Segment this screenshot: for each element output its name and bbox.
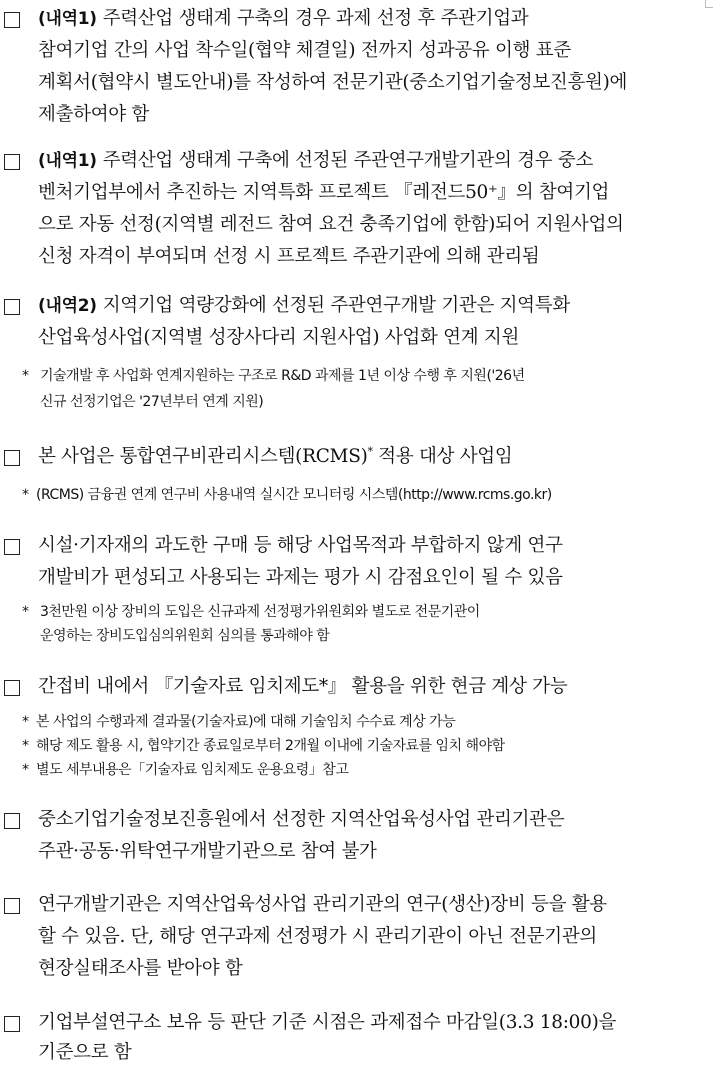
item-note: 기술개발 후 사업화 연계지원하는 구조로 R&D 과제를 1년 이상 수행 후 지원('26년 [40,368,525,384]
item-text-line: (내역2) 지역기업 역량강화에 선정된 주관연구개발 기관은 지역특화 [38,295,570,316]
note-marker: * [22,714,29,730]
item-note: 본 사업의 수행과제 결과물(기술자료)에 대해 기술임치 수수료 계상 가능 [36,714,456,730]
note-marker: * [22,368,29,384]
item-text-line: (내역1) 주력산업 생태계 구축에 선정된 주관연구개발기관의 경우 중소 [38,150,594,171]
item-note: 별도 세부내용은「기술자료 임치제도 운용요령」참고 [36,762,349,778]
checkbox-icon [4,898,20,914]
checkbox-icon [4,539,20,555]
checkbox-icon [4,299,20,315]
item-text-line: 주관·공동·위탁연구개발기관으로 참여 불가 [38,841,377,862]
item-tag: (내역1) [38,151,97,171]
item-text-line: 중소기업기술정보진흥원에서 선정한 지역산업육성사업 관리기관은 [38,809,565,830]
item-text-line: 으로 자동 선정(지역별 레전드 참여 요건 충족기업에 한함)되어 지원사업의 [38,214,624,235]
item-note: 운영하는 장비도입심의위원회 심의를 통과해야 함 [40,628,330,644]
item-note: 3천만원 이상 장비의 도입은 신규과제 선정평가위원회와 별도로 전문기관이 [40,604,480,620]
item-text-line: 제출하여야 함 [38,104,150,125]
checkbox-icon [4,680,20,696]
item-text-line: 신청 자격이 부여되며 선정 시 프로젝트 주관기관에 의해 관리됨 [38,246,540,267]
item-text-line: 본 사업은 통합연구비관리시스템(RCMS)* 적용 대상 사업임 [38,444,513,467]
item-note: 신규 선정기업은 '27년부터 연계 지원) [40,394,264,410]
checkbox-icon [4,813,20,829]
item-text-line: 개발비가 편성되고 사용되는 과제는 평가 시 감점요인이 될 수 있음 [38,567,563,588]
note-marker: * [22,604,29,620]
item-text-line: 계획서(협약시 별도안내)를 작성하여 전문기관(중소기업기술정보진흥원)에 [38,72,628,93]
item-text-line: 현장실태조사를 받아야 함 [38,958,243,979]
checkbox-icon [4,450,20,466]
item-text-line: 기준으로 함 [38,1042,132,1063]
checkbox-icon [4,12,20,28]
item-text-line: 할 수 있음. 단, 해당 연구과제 선정평가 시 관리기관이 아닌 전문기관의 [38,926,597,947]
note-marker: * [22,738,29,754]
item-text-line: (내역1) 주력산업 생태계 구축의 경우 과제 선정 후 주관기업과 [38,8,529,29]
item-text-line: 산업육성사업(지역별 성장사다리 지원사업) 사업화 연계 지원 [38,327,520,348]
page-corner-mark [705,0,713,8]
item-text-line: 기업부설연구소 보유 등 판단 기준 시점은 과제접수 마감일(3.3 18:00)을 [38,1012,617,1033]
item-tag: (내역2) [38,296,97,316]
item-tag: (내역1) [38,9,97,29]
checkbox-icon [4,154,20,170]
item-text-line: 시설·기자재의 과도한 구매 등 해당 사업목적과 부합하지 않게 연구 [38,535,563,556]
item-text-line: 참여기업 간의 사업 착수일(협약 체결일) 전까지 성과공유 이행 표준 [38,40,571,61]
note-marker: * [22,487,29,503]
item-note: 해당 제도 활용 시, 협약기간 종료일로부터 2개월 이내에 기술자료를 임치 해야함 [36,738,505,754]
item-text-line: 연구개발기관은 지역산업육성사업 관리기관의 연구(생산)장비 등을 활용 [38,894,607,915]
checkbox-icon [4,1016,20,1032]
note-marker: * [22,762,29,778]
item-text-line: 간접비 내에서 『기술자료 임치제도*』 활용을 위한 현금 계상 가능 [38,676,568,697]
item-text-line: 벤처기업부에서 추진하는 지역특화 프로젝트 『레전드50⁺』의 참여기업 [38,182,610,203]
item-note: (RCMS) 금융권 연계 연구비 사용내역 실시간 모니터링 시스템(http://www.rcms.go.kr) [36,487,552,503]
